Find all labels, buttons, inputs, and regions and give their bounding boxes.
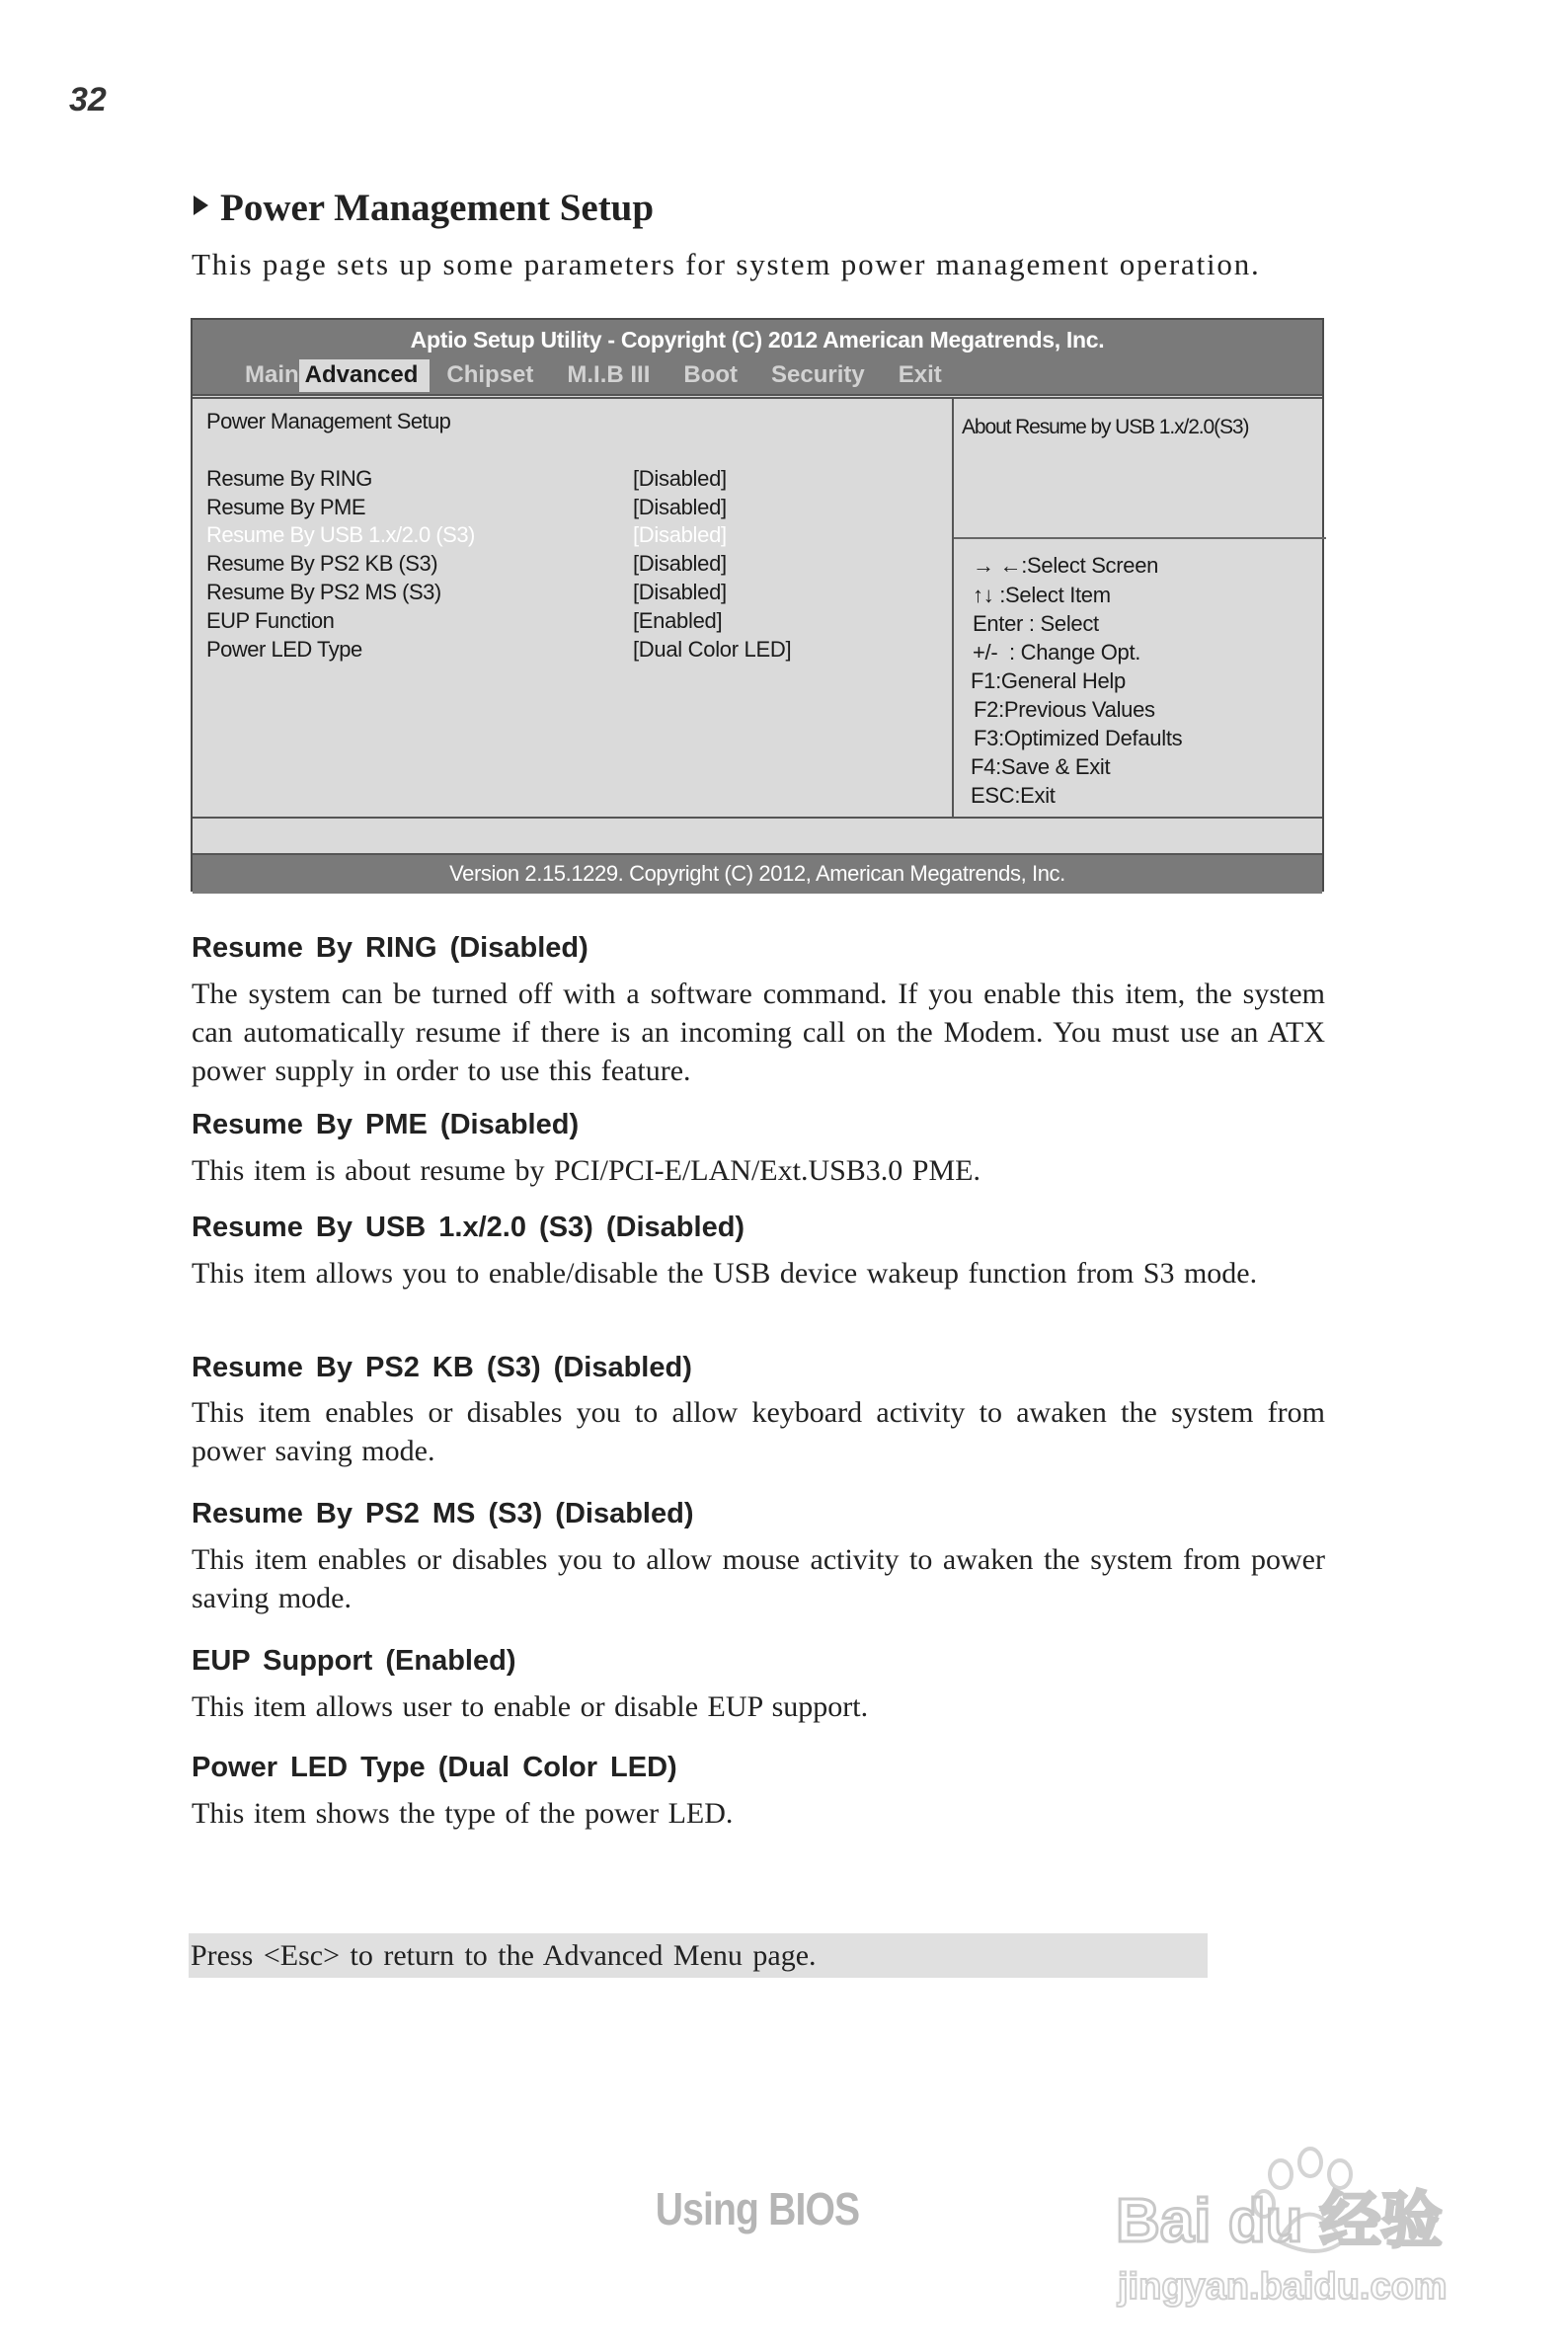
key-select-screen [973,553,1158,579]
desc-body-ring: The system can be turned off with a software command. If you enable this item, the system can automatically resume if there is an incoming call on the Modem. You must use an ATX power supply in order to use this feature. [192,978,1325,1087]
section-title [194,186,654,230]
item-resume-ps2-kb-value[interactable]: [Disabled] [633,551,727,576]
item-resume-usb[interactable]: Resume By USB 1.x/2.0 (S3) [206,522,475,547]
desc-heading-ps2-ms: Resume By PS2 MS (S3) (Disabled) [192,1498,694,1529]
key-select-screen-text: :Select Screen [1021,553,1159,578]
item-resume-ring[interactable]: Resume By RING [206,466,372,491]
bios-divider [193,817,1322,819]
key-f2: F2:Previous Values [974,697,1155,722]
desc-heading-ps2-kb: Resume By PS2 KB (S3) (Disabled) [192,1352,692,1383]
item-resume-ps2-kb[interactable]: Resume By PS2 KB (S3) [206,551,438,576]
bios-help-title: About Resume by USB 1.x/2.0(S3) [962,416,1249,438]
desc-heading-usb: Resume By USB 1.x/2.0 (S3) (Disabled) [192,1212,745,1243]
key-select-item [973,583,1111,608]
triangle-bullet-icon [194,196,208,215]
item-resume-ps2-ms[interactable]: Resume By PS2 MS (S3) [206,580,441,604]
item-resume-ring-value[interactable]: [Disabled] [633,466,727,491]
footer-title: Using BIOS [655,2183,860,2234]
bios-title: Aptio Setup Utility - Copyright (C) 2012 American Megatrends, Inc. [410,327,1105,352]
watermark-url: jingyan.baidu.com [1118,2266,1448,2308]
desc-body-ps2-kb: This item enables or disables you to allow keyboard activity to awaken the system from power saving mode. [192,1396,1325,1467]
desc-heading-ring: Resume By RING (Disabled) [192,932,588,964]
watermark-brand: Bai du 经验 [1116,2187,1443,2255]
desc-body-power-led: This item shows the type of the power LED. [192,1797,734,1830]
key-esc: ESC:Exit [971,783,1056,808]
key-f1: F1:General Help [971,668,1126,693]
page-number: 32 [69,81,107,118]
key-f4: F4:Save & Exit [971,754,1111,779]
bios-page-title: Power Management Setup [206,409,451,433]
bios-tabs [228,359,959,394]
desc-body-eup: This item allows user to enable or disable EUP support. [192,1690,869,1723]
item-resume-ps2-ms-value[interactable]: [Disabled] [633,580,727,604]
desc-heading-eup: EUP Support (Enabled) [192,1645,516,1677]
item-eup-function-value[interactable]: [Enabled] [633,608,723,633]
section-title-text: Power Management Setup [220,187,655,229]
bios-settings-panel [193,397,954,817]
item-resume-pme[interactable]: Resume By PME [206,495,365,519]
bios-help-divider [954,537,1326,539]
desc-body-pme: This item is about resume by PCI/PCI-E/LAN/Ext.USB3.0 PME. [192,1154,980,1187]
key-enter: Enter : Select [973,611,1099,636]
left-right-arrows-icon: → ← [973,553,1022,578]
tab-main[interactable]: Main [245,361,299,388]
tab-mib[interactable]: M.I.B III [567,361,651,388]
tab-boot[interactable]: Boot [683,361,739,388]
item-eup-function[interactable]: EUP Function [206,608,335,633]
baidu-jingyan-watermark [1106,2133,1501,2320]
up-down-arrows-icon: ↑↓ [973,583,994,607]
bios-footer: Version 2.15.1229. Copyright (C) 2012, American Megatrends, Inc. [193,853,1322,894]
desc-body-usb: This item allows you to enable/disable the USB device wakeup function from S3 mode. [192,1257,1258,1290]
bios-screen [191,318,1324,892]
key-change-opt: +/- : Change Opt. [973,640,1141,665]
intro-text: This page sets up some parameters for system power management operation. [192,247,1261,281]
tab-security[interactable]: Security [771,361,865,388]
tab-chipset[interactable]: Chipset [446,361,534,388]
tab-exit[interactable]: Exit [898,361,942,388]
desc-body-ps2-ms: This item enables or disables you to allow mouse activity to awaken the system from power saving mode. [192,1543,1325,1614]
item-resume-usb-value[interactable]: [Disabled] [633,522,727,547]
tab-advanced[interactable]: Advanced [299,359,431,392]
item-power-led-type-value[interactable]: [Dual Color LED] [633,637,792,662]
item-resume-pme-value[interactable]: [Disabled] [633,495,727,519]
desc-heading-power-led: Power LED Type (Dual Color LED) [192,1752,677,1783]
desc-heading-pme: Resume By PME (Disabled) [192,1109,580,1140]
item-power-led-type[interactable]: Power LED Type [206,637,362,662]
press-esc-note: Press <Esc> to return to the Advanced Menu page. [189,1933,1208,1978]
bios-header [193,320,1322,396]
key-f3: F3:Optimized Defaults [974,726,1183,750]
key-select-item-text: :Select Item [993,583,1111,607]
